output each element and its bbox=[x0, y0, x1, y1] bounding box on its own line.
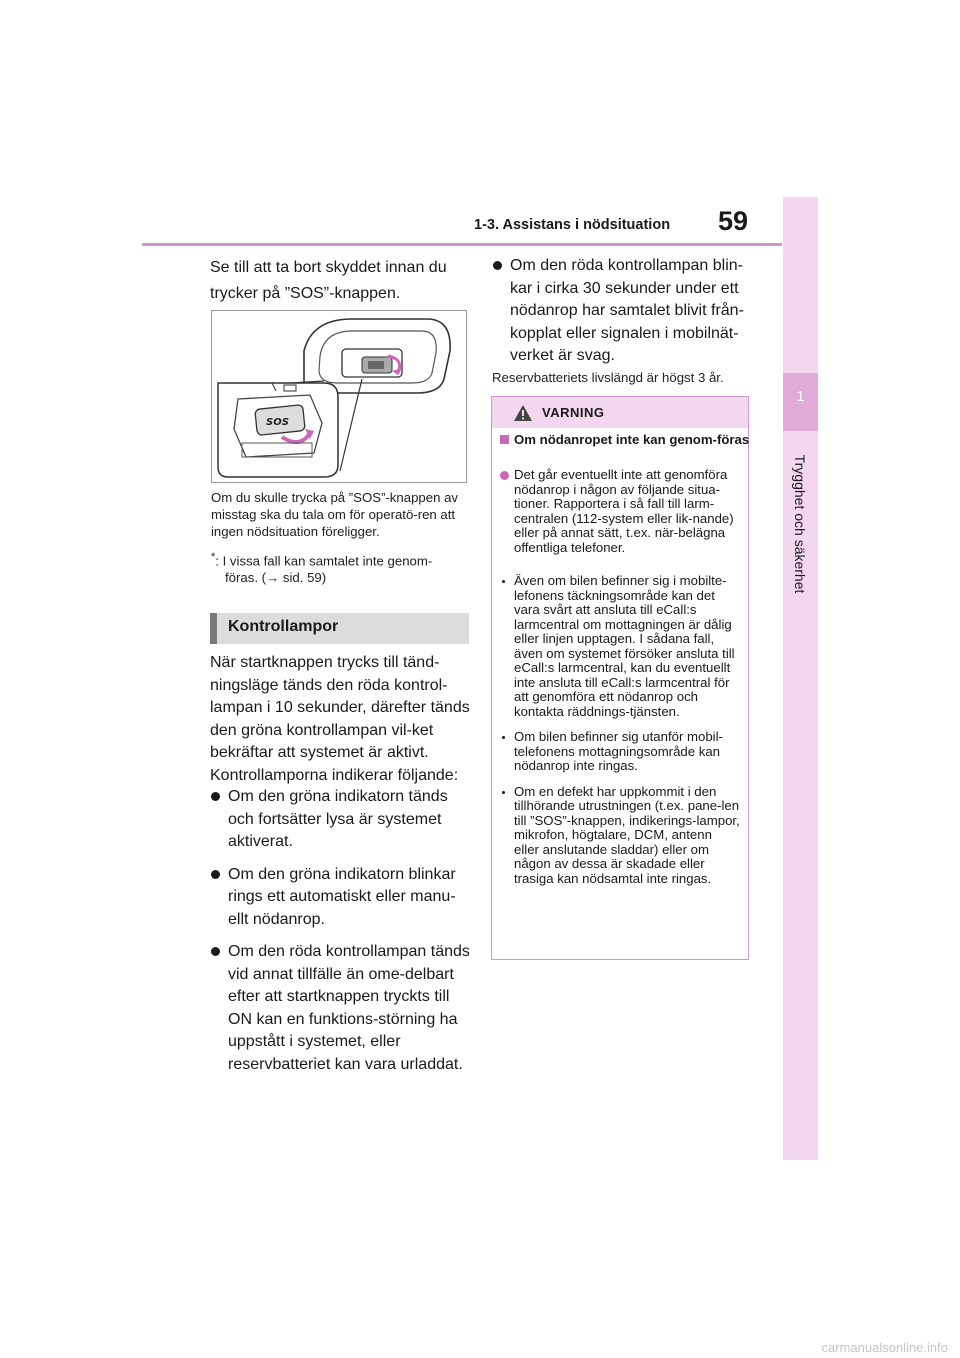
circle-bullet-icon bbox=[500, 471, 509, 480]
list-item bbox=[210, 941, 474, 1076]
bullet-icon bbox=[502, 736, 505, 739]
battery-note: Reservbatteriets livslängd är högst 3 år. bbox=[492, 370, 724, 385]
warning-title: VARNING bbox=[542, 405, 605, 420]
warning-subheading-text: Det går eventuellt inte att genomföra nödanrop i någon av följande situa-tioner. Rapportera i så fall till larm-centralen (112-system eller lik-nande) eller på annat sätt, t.ex. när-belägna offentliga telefoner. bbox=[514, 467, 734, 555]
right-bullet-list bbox=[492, 255, 756, 378]
watermark-text: carmanualsonline.info bbox=[821, 1340, 948, 1355]
bullet-icon bbox=[502, 791, 505, 794]
bullet-icon bbox=[493, 261, 502, 270]
chapter-title: Trygghet och säkerhet bbox=[792, 454, 808, 594]
section-heading-marker bbox=[210, 613, 217, 644]
intro-text: Se till att ta bort skyddet innan du trycker på ”SOS”-knappen. bbox=[210, 259, 447, 302]
warning-box bbox=[491, 396, 749, 960]
list-item bbox=[500, 785, 740, 887]
footnote-line-1: : I vissa fall kan samtalet inte genom- bbox=[215, 553, 433, 569]
page-number: 59 bbox=[718, 206, 749, 236]
footnote bbox=[211, 549, 473, 586]
bullet-icon bbox=[211, 870, 220, 879]
warning-triangle-icon bbox=[513, 404, 533, 422]
bullet-text: Om den röda kontrollampan tänds vid annat tillfälle än ome-delbart efter att startknappen tryckts till ON kan en funktions-störning ha uppstått i systemet, eller reservbatteriet kan vara urladdat. bbox=[228, 943, 470, 1073]
section-title: 1-3. Assistans i nödsituation bbox=[474, 217, 671, 233]
bullet-icon bbox=[211, 947, 220, 956]
chapter-number: 1 bbox=[796, 388, 805, 405]
list-item bbox=[500, 574, 740, 719]
warning-item-text: Även om bilen befinner sig i mobilte-lefonens täckningsområde kan det vara svårt att ansluta till eCall:s larmcentral om mottagningen är dålig eller linjen upptagen. I sådana fall, även om systemet försöker ansluta till eCall:s larmcentral, kan du eventuellt inte ansluta till eCall:s larmcentral för att genomföra ett nödanrop och kontakta räddnings-tjänsten. bbox=[514, 573, 735, 719]
list-item bbox=[210, 864, 474, 932]
warning-item-text: Om bilen befinner sig utanför mobil-telefonens mottagningsområde kan nödanrop inte ringas. bbox=[514, 729, 723, 773]
warning-heading-text: Om nödanropet inte kan genom-föras bbox=[514, 432, 750, 447]
list-item bbox=[500, 730, 740, 774]
warning-heading bbox=[500, 433, 754, 448]
bullet-text: Om den röda kontrollampan blin-kar i cirka 30 sekunder under ett nödanrop har samtalet blivit från-kopplat eller signalen i mobilnät-verket är svag. bbox=[510, 257, 744, 364]
section-heading-bar bbox=[210, 613, 469, 644]
warning-list bbox=[500, 574, 740, 897]
list-item bbox=[492, 255, 756, 368]
indicator-bullet-list bbox=[210, 786, 474, 1086]
chapter-tab bbox=[783, 197, 818, 1160]
list-item bbox=[210, 786, 474, 854]
header-rule bbox=[142, 243, 782, 246]
bullet-icon bbox=[211, 792, 220, 801]
section-heading: Kontrollampor bbox=[228, 618, 339, 635]
bullet-text: Om den gröna indikatorn tänds och fortsätter lysa är systemet aktiverat. bbox=[228, 788, 448, 850]
sos-button-illustration bbox=[211, 310, 467, 483]
footnote-mark: * bbox=[211, 551, 216, 563]
warning-item-text: Om en defekt har uppkommit i den tillhörande utrustningen (t.ex. pane-len till ”SOS”-knappen, indikerings-lampor, mikrofon, högtalare, DCM, antenn eller anslutande sladdar) eller om någon av dessa är skadade eller trasiga kan nödsamtal inte ringas. bbox=[514, 783, 740, 886]
figure-caption: Om du skulle trycka på ”SOS”-knappen av misstag ska du tala om för operatö-ren att ingen nödsituation föreligger. bbox=[211, 490, 459, 539]
warning-header bbox=[492, 397, 748, 428]
figure-sos-label: SOS bbox=[266, 417, 289, 428]
warning-subheading bbox=[500, 468, 754, 555]
footnote-line-2: föras. (→ sid. 59) bbox=[225, 570, 327, 586]
body-paragraph: När startknappen trycks till tänd-ningsläge tänds den röda kontrol-lampan i 10 sekunder, därefter tänds den gröna kontrollampan vil-ket bekräftar att systemet är aktivt. Kontrollamporna indikerar följande: bbox=[210, 654, 470, 784]
bullet-text: Om den gröna indikatorn blinkar rings ett automatiskt eller manu-ellt nödanrop. bbox=[228, 865, 456, 928]
bullet-icon bbox=[502, 580, 505, 583]
square-bullet-icon bbox=[500, 435, 509, 444]
